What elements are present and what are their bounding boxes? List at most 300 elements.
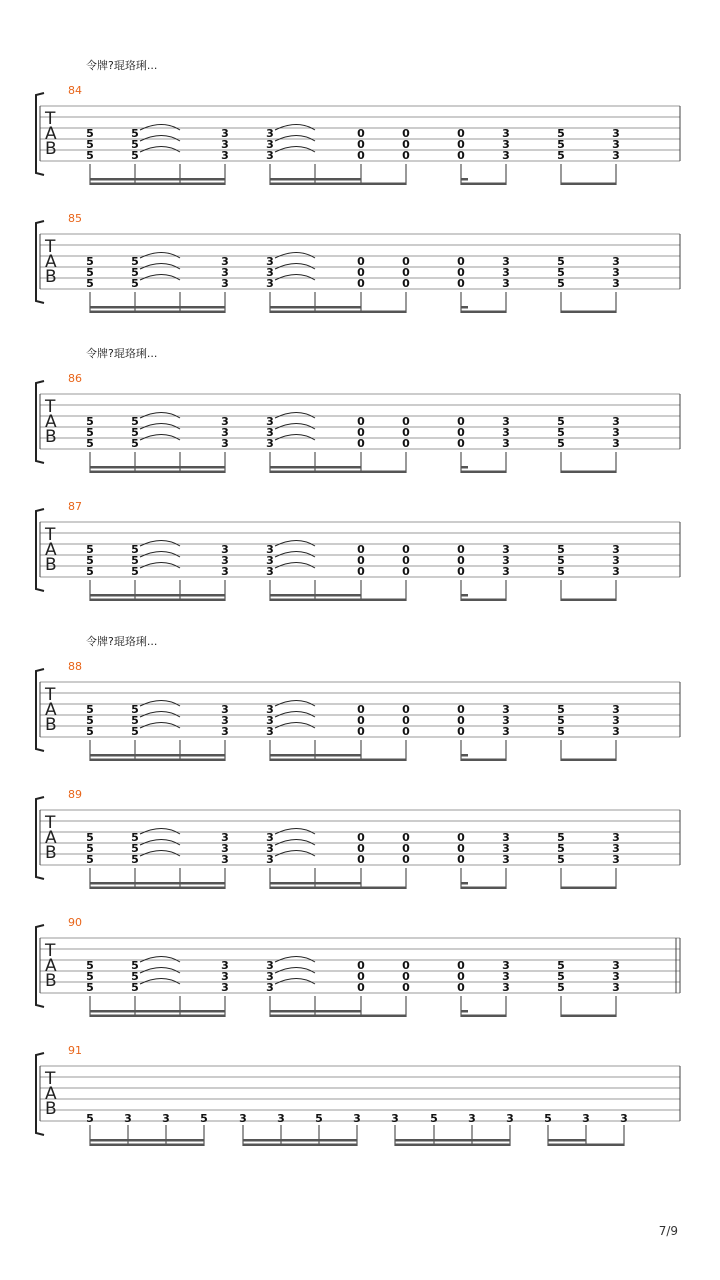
- fret-number: 3: [612, 426, 620, 439]
- fret-number: 5: [557, 842, 565, 855]
- tab-clef-letter: A: [45, 828, 57, 848]
- beam: [243, 1139, 357, 1142]
- fret-number: 3: [221, 277, 229, 290]
- fret-number: 0: [457, 981, 465, 994]
- fret-number: 3: [221, 853, 229, 866]
- fret-number: 0: [402, 959, 410, 972]
- tie-arc: [140, 253, 180, 259]
- fret-number: 3: [221, 725, 229, 738]
- beam: [270, 1010, 361, 1013]
- tie-arc: [275, 840, 315, 846]
- fret-number: 5: [557, 543, 565, 556]
- fret-number: 5: [131, 725, 139, 738]
- measure-number: 91: [68, 1044, 82, 1057]
- fret-number: 5: [86, 565, 94, 578]
- tie-arc: [275, 253, 315, 259]
- fret-number: 3: [221, 714, 229, 727]
- fret-number: 0: [402, 415, 410, 428]
- fret-number: 5: [131, 437, 139, 450]
- fret-number: 3: [221, 437, 229, 450]
- tie-arc: [140, 701, 180, 707]
- tie-arc: [140, 840, 180, 846]
- measure-number: 87: [68, 500, 82, 513]
- tie-arc: [275, 968, 315, 974]
- fret-number: 0: [457, 543, 465, 556]
- fret-number: 3: [266, 437, 274, 450]
- fret-number: 3: [124, 1112, 132, 1125]
- fret-number: 0: [402, 437, 410, 450]
- fret-number: 5: [86, 266, 94, 279]
- staff-annotation: 令牌?琨珞琍...: [86, 347, 158, 360]
- fret-number: 3: [221, 959, 229, 972]
- fret-number: 3: [221, 970, 229, 983]
- fret-number: 0: [457, 554, 465, 567]
- fret-number: 5: [430, 1112, 438, 1125]
- fret-number: 3: [502, 266, 510, 279]
- fret-number: 3: [266, 415, 274, 428]
- fret-number: 5: [86, 714, 94, 727]
- fret-number: 3: [502, 543, 510, 556]
- fret-number: 0: [457, 127, 465, 140]
- fret-number: 5: [86, 415, 94, 428]
- fret-number: 0: [457, 565, 465, 578]
- fret-number: 0: [357, 266, 365, 279]
- tie-arc: [140, 829, 180, 835]
- fret-number: 3: [612, 842, 620, 855]
- fret-number: 3: [468, 1112, 476, 1125]
- fret-number: 3: [612, 127, 620, 140]
- fret-number: 5: [86, 149, 94, 162]
- beam: [461, 311, 506, 314]
- tie-arc: [275, 264, 315, 270]
- fret-number: 0: [402, 127, 410, 140]
- beam: [395, 1144, 510, 1147]
- tie-arc: [140, 435, 180, 441]
- fret-number: 0: [457, 970, 465, 983]
- beam: [461, 754, 468, 757]
- tab-staff-svg: [0, 661, 720, 761]
- beam: [90, 1010, 225, 1013]
- tab-system: [0, 373, 720, 473]
- fret-number: 3: [502, 842, 510, 855]
- fret-number: 3: [221, 127, 229, 140]
- fret-number: 0: [357, 149, 365, 162]
- beam: [90, 1139, 204, 1142]
- tie-arc: [275, 979, 315, 985]
- fret-number: 5: [131, 554, 139, 567]
- fret-number: 5: [131, 255, 139, 268]
- beam: [270, 466, 361, 469]
- fret-number: 3: [502, 277, 510, 290]
- fret-number: 0: [402, 714, 410, 727]
- fret-number: 3: [502, 138, 510, 151]
- beam: [270, 599, 406, 602]
- tie-arc: [275, 435, 315, 441]
- fret-number: 0: [357, 415, 365, 428]
- fret-number: 3: [221, 831, 229, 844]
- fret-number: 3: [391, 1112, 399, 1125]
- fret-number: 3: [502, 255, 510, 268]
- fret-number: 5: [131, 831, 139, 844]
- tab-clef-letter: T: [45, 813, 56, 833]
- tab-system: [0, 789, 720, 889]
- fret-number: 3: [612, 138, 620, 151]
- fret-number: 3: [239, 1112, 247, 1125]
- fret-number: 5: [557, 255, 565, 268]
- beam: [270, 178, 361, 181]
- beam: [90, 754, 225, 757]
- fret-number: 0: [357, 426, 365, 439]
- fret-number: 0: [402, 831, 410, 844]
- tie-arc: [140, 968, 180, 974]
- fret-number: 5: [86, 831, 94, 844]
- tab-system: [0, 1045, 720, 1145]
- fret-number: 5: [86, 970, 94, 983]
- tab-staff-svg: [0, 501, 720, 601]
- tab-clef-letter: B: [45, 267, 57, 287]
- beam: [461, 178, 468, 181]
- fret-number: 5: [131, 970, 139, 983]
- tab-system: [0, 85, 720, 185]
- fret-number: 0: [457, 426, 465, 439]
- tab-clef-letter: B: [45, 555, 57, 575]
- measure-number: 86: [68, 372, 82, 385]
- fret-number: 5: [557, 703, 565, 716]
- fret-number: 3: [502, 437, 510, 450]
- fret-number: 5: [557, 437, 565, 450]
- fret-number: 3: [266, 127, 274, 140]
- fret-number: 3: [612, 543, 620, 556]
- fret-number: 3: [612, 565, 620, 578]
- fret-number: 0: [402, 543, 410, 556]
- fret-number: 0: [402, 981, 410, 994]
- fret-number: 5: [131, 266, 139, 279]
- fret-number: 3: [612, 266, 620, 279]
- fret-number: 5: [131, 426, 139, 439]
- tie-arc: [275, 723, 315, 729]
- fret-number: 5: [557, 127, 565, 140]
- tab-staff-svg: [0, 789, 720, 889]
- fret-number: 5: [131, 853, 139, 866]
- fret-number: 3: [502, 426, 510, 439]
- fret-number: 5: [557, 426, 565, 439]
- fret-number: 0: [457, 266, 465, 279]
- fret-number: 3: [612, 149, 620, 162]
- beam: [270, 754, 361, 757]
- fret-number: 5: [131, 714, 139, 727]
- beam: [270, 882, 361, 885]
- fret-number: 3: [612, 981, 620, 994]
- tie-arc: [140, 563, 180, 569]
- beam: [90, 306, 225, 309]
- measure-number: 85: [68, 212, 82, 225]
- fret-number: 5: [557, 959, 565, 972]
- tab-clef-letter: T: [45, 941, 56, 961]
- tab-clef-letter: A: [45, 252, 57, 272]
- tie-arc: [275, 275, 315, 281]
- fret-number: 3: [612, 725, 620, 738]
- fret-number: 3: [266, 277, 274, 290]
- fret-number: 0: [402, 842, 410, 855]
- beam: [561, 599, 616, 602]
- fret-number: 3: [221, 138, 229, 151]
- tab-staff-svg: [0, 213, 720, 313]
- tie-arc: [275, 552, 315, 558]
- fret-number: 3: [506, 1112, 514, 1125]
- beam: [270, 471, 406, 474]
- fret-number: 5: [557, 831, 565, 844]
- beam: [270, 1015, 406, 1018]
- tab-clef-letter: A: [45, 1084, 57, 1104]
- tie-arc: [140, 712, 180, 718]
- fret-number: 3: [612, 831, 620, 844]
- tab-clef-letter: B: [45, 139, 57, 159]
- fret-number: 3: [266, 266, 274, 279]
- tie-arc: [140, 413, 180, 419]
- tie-arc: [140, 147, 180, 153]
- fret-number: 3: [162, 1112, 170, 1125]
- fret-number: 3: [353, 1112, 361, 1125]
- tie-arc: [140, 851, 180, 857]
- tab-clef-letter: T: [45, 237, 56, 257]
- fret-number: 0: [457, 277, 465, 290]
- tab-clef-letter: A: [45, 412, 57, 432]
- beam: [548, 1139, 586, 1142]
- fret-number: 5: [557, 853, 565, 866]
- fret-number: 3: [266, 831, 274, 844]
- fret-number: 3: [502, 970, 510, 983]
- tab-clef-letter: T: [45, 685, 56, 705]
- fret-number: 3: [221, 543, 229, 556]
- fret-number: 5: [557, 149, 565, 162]
- fret-number: 0: [402, 565, 410, 578]
- beam: [90, 311, 225, 314]
- fret-number: 3: [266, 543, 274, 556]
- fret-number: 3: [221, 149, 229, 162]
- fret-number: 5: [131, 543, 139, 556]
- fret-number: 0: [357, 543, 365, 556]
- fret-number: 5: [131, 565, 139, 578]
- fret-number: 3: [502, 725, 510, 738]
- tab-system: [0, 213, 720, 313]
- fret-number: 3: [502, 959, 510, 972]
- fret-number: 5: [131, 127, 139, 140]
- fret-number: 0: [457, 703, 465, 716]
- fret-number: 0: [457, 959, 465, 972]
- measure-number: 89: [68, 788, 82, 801]
- fret-number: 5: [557, 981, 565, 994]
- beam: [90, 183, 225, 186]
- beam: [461, 466, 468, 469]
- fret-number: 5: [131, 138, 139, 151]
- tab-clef-letter: B: [45, 1099, 57, 1119]
- fret-number: 3: [612, 703, 620, 716]
- fret-number: 3: [612, 714, 620, 727]
- tab-clef-letter: T: [45, 109, 56, 129]
- fret-number: 3: [221, 981, 229, 994]
- fret-number: 5: [86, 127, 94, 140]
- fret-number: 5: [557, 138, 565, 151]
- staff-annotation: 令牌?琨珞琍...: [86, 59, 158, 72]
- beam: [90, 1144, 204, 1147]
- tie-arc: [140, 979, 180, 985]
- fret-number: 3: [502, 554, 510, 567]
- fret-number: 3: [266, 149, 274, 162]
- fret-number: 5: [557, 714, 565, 727]
- fret-number: 0: [402, 138, 410, 151]
- fret-number: 5: [557, 266, 565, 279]
- fret-number: 5: [131, 842, 139, 855]
- fret-number: 5: [86, 981, 94, 994]
- fret-number: 0: [357, 970, 365, 983]
- fret-number: 3: [582, 1112, 590, 1125]
- tab-system: [0, 917, 720, 1017]
- fret-number: 3: [266, 426, 274, 439]
- fret-number: 0: [357, 714, 365, 727]
- tab-clef-letter: B: [45, 715, 57, 735]
- fret-number: 5: [557, 970, 565, 983]
- fret-number: 3: [266, 842, 274, 855]
- fret-number: 5: [86, 703, 94, 716]
- fret-number: 3: [221, 255, 229, 268]
- beam: [561, 183, 616, 186]
- tab-clef-letter: T: [45, 525, 56, 545]
- fret-number: 3: [612, 970, 620, 983]
- fret-number: 5: [557, 565, 565, 578]
- tab-staff-svg: [0, 85, 720, 185]
- fret-number: 0: [357, 138, 365, 151]
- fret-number: 3: [502, 853, 510, 866]
- fret-number: 0: [357, 277, 365, 290]
- fret-number: 3: [612, 415, 620, 428]
- beam: [561, 311, 616, 314]
- beam: [90, 882, 225, 885]
- fret-number: 0: [402, 255, 410, 268]
- fret-number: 0: [357, 831, 365, 844]
- fret-number: 3: [266, 565, 274, 578]
- tab-clef-letter: T: [45, 1069, 56, 1089]
- fret-number: 3: [221, 554, 229, 567]
- fret-number: 5: [131, 149, 139, 162]
- tie-arc: [140, 552, 180, 558]
- tie-arc: [140, 275, 180, 281]
- fret-number: 3: [502, 127, 510, 140]
- fret-number: 5: [86, 277, 94, 290]
- tie-arc: [140, 424, 180, 430]
- fret-number: 0: [457, 831, 465, 844]
- fret-number: 0: [357, 437, 365, 450]
- beam: [90, 594, 225, 597]
- fret-number: 0: [457, 415, 465, 428]
- tie-arc: [275, 712, 315, 718]
- tie-arc: [140, 541, 180, 547]
- beam: [90, 759, 225, 762]
- fret-number: 5: [557, 554, 565, 567]
- fret-number: 5: [131, 277, 139, 290]
- tie-arc: [275, 136, 315, 142]
- tie-arc: [275, 541, 315, 547]
- fret-number: 3: [266, 981, 274, 994]
- fret-number: 3: [266, 703, 274, 716]
- fret-number: 5: [86, 255, 94, 268]
- beam: [395, 1139, 510, 1142]
- beam: [270, 183, 406, 186]
- tie-arc: [275, 829, 315, 835]
- beam: [461, 471, 506, 474]
- fret-number: 3: [502, 703, 510, 716]
- fret-number: 3: [266, 714, 274, 727]
- tie-arc: [275, 563, 315, 569]
- fret-number: 5: [86, 138, 94, 151]
- beam: [461, 183, 506, 186]
- fret-number: 0: [402, 970, 410, 983]
- beam: [548, 1144, 624, 1147]
- fret-number: 5: [86, 725, 94, 738]
- beam: [90, 466, 225, 469]
- beam: [90, 1015, 225, 1018]
- fret-number: 3: [612, 255, 620, 268]
- fret-number: 5: [86, 543, 94, 556]
- beam: [461, 1015, 506, 1018]
- beam: [90, 178, 225, 181]
- fret-number: 3: [502, 149, 510, 162]
- tie-arc: [275, 424, 315, 430]
- fret-number: 5: [315, 1112, 323, 1125]
- measure-number: 88: [68, 660, 82, 673]
- fret-number: 3: [221, 565, 229, 578]
- beam: [90, 599, 225, 602]
- fret-number: 3: [620, 1112, 628, 1125]
- fret-number: 5: [557, 415, 565, 428]
- fret-number: 0: [457, 138, 465, 151]
- fret-number: 3: [266, 725, 274, 738]
- tab-staff-svg: [0, 1045, 720, 1145]
- tab-clef-letter: B: [45, 427, 57, 447]
- fret-number: 5: [131, 981, 139, 994]
- fret-number: 0: [402, 703, 410, 716]
- fret-number: 3: [266, 853, 274, 866]
- fret-number: 0: [357, 554, 365, 567]
- measure-number: 84: [68, 84, 82, 97]
- tab-system: [0, 501, 720, 601]
- fret-number: 5: [544, 1112, 552, 1125]
- fret-number: 5: [86, 554, 94, 567]
- tab-clef-letter: B: [45, 971, 57, 991]
- beam: [461, 887, 506, 890]
- fret-number: 3: [266, 959, 274, 972]
- fret-number: 5: [131, 703, 139, 716]
- fret-number: 0: [357, 127, 365, 140]
- tab-clef-letter: A: [45, 956, 57, 976]
- fret-number: 3: [502, 981, 510, 994]
- fret-number: 5: [86, 437, 94, 450]
- beam: [461, 306, 468, 309]
- beam: [561, 1015, 616, 1018]
- fret-number: 5: [557, 725, 565, 738]
- fret-number: 5: [200, 1112, 208, 1125]
- fret-number: 3: [221, 266, 229, 279]
- fret-number: 3: [502, 565, 510, 578]
- fret-number: 3: [612, 853, 620, 866]
- fret-number: 3: [221, 842, 229, 855]
- fret-number: 3: [502, 714, 510, 727]
- fret-number: 3: [612, 959, 620, 972]
- tie-arc: [275, 125, 315, 131]
- beam: [561, 471, 616, 474]
- fret-number: 3: [502, 831, 510, 844]
- fret-number: 0: [457, 725, 465, 738]
- beam: [90, 471, 225, 474]
